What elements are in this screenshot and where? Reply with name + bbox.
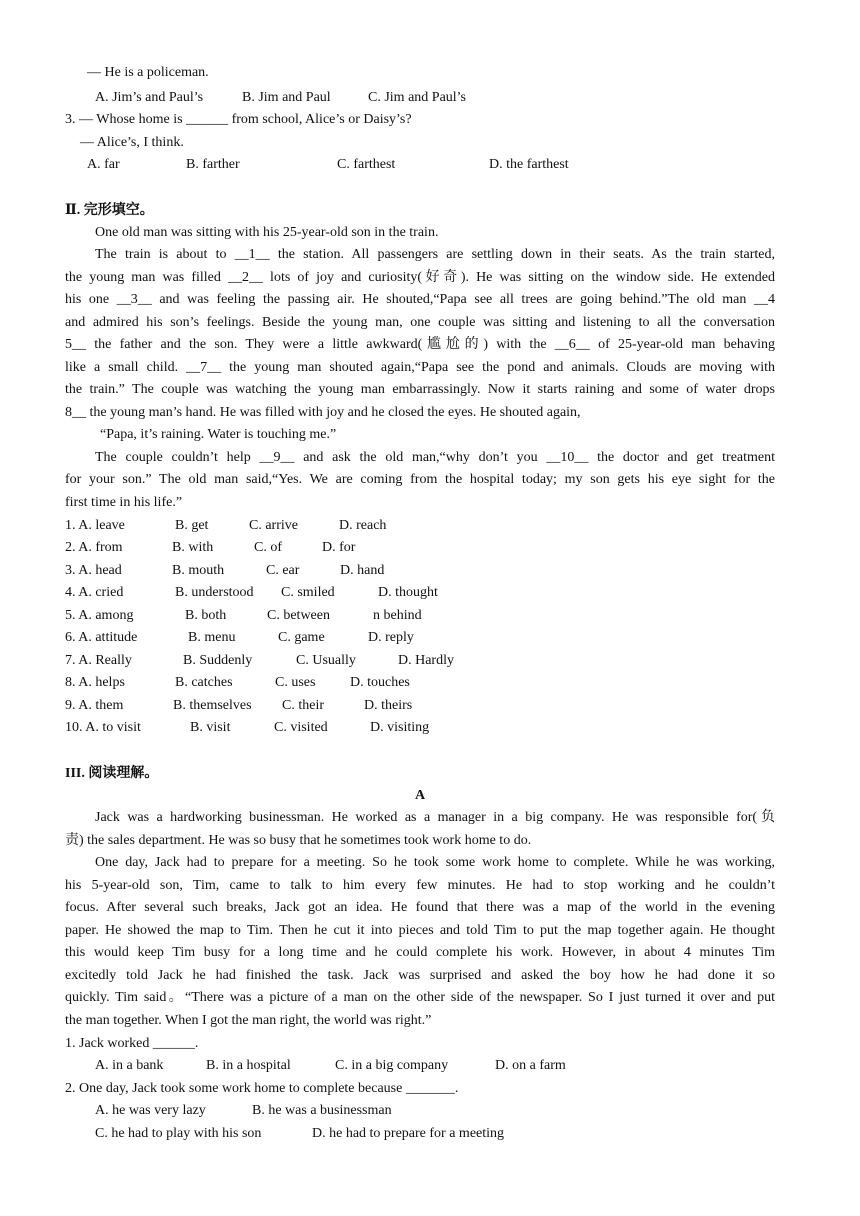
cloze-line: The couple couldn’t help __9__ and ask the old man,“why don’t you __10__ the doctor and get treatment	[95, 450, 775, 465]
cloze-question: 1. A. leave B. get C. arrive D. reach	[65, 518, 387, 533]
cloze-question: 2. A. from B. with C. of D. for	[65, 540, 356, 555]
option-a: A. far	[87, 157, 120, 172]
cloze-question: 6. A. attitude B. menu C. game D. reply	[65, 630, 414, 645]
answer-line: — He is a policeman.	[87, 65, 209, 80]
cloze-heading: Ⅱ. 完形填空。	[65, 203, 154, 218]
q3-answer: — Alice’s, I think.	[80, 135, 184, 150]
option-a: A. Jim’s and Paul’s	[95, 90, 204, 105]
cloze-question: 7. A. Really B. Suddenly C. Usually D. Hardly	[65, 653, 454, 668]
reading-q1-options	[95, 1056, 566, 1076]
option-a: A. he was very lazy	[95, 1103, 206, 1118]
q2-options	[95, 88, 805, 108]
option-c: C. Jim and Paul’s	[368, 90, 467, 105]
reading-q2-options	[95, 1124, 504, 1144]
option-c: C. farthest	[337, 157, 396, 172]
cloze-line: 5__ the father and the son. They were a little awkward(尴尬的) with the __6__ of 25-year-old man behaving	[65, 337, 775, 352]
cloze-line: the young man was filled __2__ lots of joy and curiosity(好奇). He was sitting on the window side. He extended	[65, 270, 775, 285]
cloze-line: like a small child. __7__ the young man shouted again,“Papa see the pond and animals. Clouds are moving with	[65, 360, 775, 375]
cloze-question: 5. A. among B. both C. between n behind	[65, 608, 422, 623]
cloze-line: the train.” The couple was watching the young man embarrassingly. Now it starts raining and some of water drops	[65, 382, 775, 397]
passage-line: Jack was a hardworking businessman. He worked as a manager in a big company. He was responsible for(负	[95, 810, 775, 825]
passage-line: this would keep Tim busy for a long time and he could complete his work. However, in about 4 minutes Tim	[65, 945, 775, 960]
cloze-line: “Papa, it’s raining. Water is touching me.”	[100, 427, 337, 442]
reading-heading: III. 阅读理解。	[65, 766, 159, 781]
option-c: C. he had to play with his son	[95, 1126, 262, 1141]
option-c: C. in a big company	[335, 1058, 449, 1073]
cloze-line: his one __3__ and was feeling the passing air. He shouted,“Papa see all trees are going behind.”The old man __4	[65, 292, 775, 307]
cloze-line: for your son.” The old man said,“Yes. We are coming from the hospital today; my son gets his eye sight for the	[65, 472, 775, 487]
option-b: B. farther	[186, 157, 240, 172]
option-a: A. in a bank	[95, 1058, 164, 1073]
cloze-line: 8__ the young man’s hand. He was filled with joy and he closed the eyes. He shouted again,	[65, 405, 581, 420]
passage-line: excitedly told Jack he had finished the task. Jack was surprised and asked the boy how he had done it so	[65, 968, 775, 983]
option-d: D. he had to prepare for a meeting	[312, 1126, 505, 1141]
cloze-line: first time in his life.”	[65, 495, 183, 510]
cloze-question: 10. A. to visit B. visit C. visited D. visiting	[65, 720, 430, 735]
reading-q2-stem: 2. One day, Jack took some work home to complete because _______.	[65, 1081, 459, 1096]
reading-q1-stem: 1. Jack worked ______.	[65, 1036, 199, 1051]
option-d: D. the farthest	[489, 157, 569, 172]
passage-line: the man together. When I got the man right, the world was right.”	[65, 1013, 432, 1028]
passage-line: his 5-year-old son, Tim, came to talk to him every few minutes. He had to stop working and he couldn’t	[65, 878, 775, 893]
cloze-line: One old man was sitting with his 25-year-old son in the train.	[95, 225, 439, 240]
option-d: D. on a farm	[495, 1058, 566, 1073]
cloze-question: 8. A. helps B. catches C. uses D. touches	[65, 675, 410, 690]
option-b: B. in a hospital	[206, 1058, 291, 1073]
passage-line: paper. He showed the map to Tim. Then he cut it into pieces and told Tim to put the map together again. He thought	[65, 923, 775, 938]
passage-line: One day, Jack had to prepare for a meeting. So he took some work home to complete. While he was working,	[95, 855, 775, 870]
passage-line: 责) the sales department. He was so busy that he sometimes took work home to do.	[65, 833, 532, 848]
cloze-question: 9. A. them B. themselves C. their D. theirs	[65, 698, 413, 713]
cloze-line: The train is about to __1__ the station. All passengers are settling down in their seats. As the train started,	[95, 247, 775, 262]
reading-q2-options	[95, 1101, 392, 1121]
cloze-question: 4. A. cried B. understood C. smiled D. thought	[65, 585, 438, 600]
q3-stem: 3. — Whose home is ______ from school, Alice’s or Daisy’s?	[65, 112, 412, 127]
passage-line: focus. After several such breaks, Jack got an idea. He found that there was a map of the world in the evening	[65, 900, 775, 915]
passage-label: A	[414, 788, 426, 803]
q3-options	[87, 155, 797, 175]
option-b: B. Jim and Paul	[242, 90, 331, 105]
option-b: B. he was a businessman	[252, 1103, 392, 1118]
passage-line: quickly. Tim said。“There was a picture of a man on the other side of the newspaper. So I just turned it over and put	[65, 990, 775, 1005]
cloze-question: 3. A. head B. mouth C. ear D. hand	[65, 563, 385, 578]
cloze-line: and admired his son’s feelings. Beside the young man, one couple was sitting and listening to all the conversation	[65, 315, 775, 330]
